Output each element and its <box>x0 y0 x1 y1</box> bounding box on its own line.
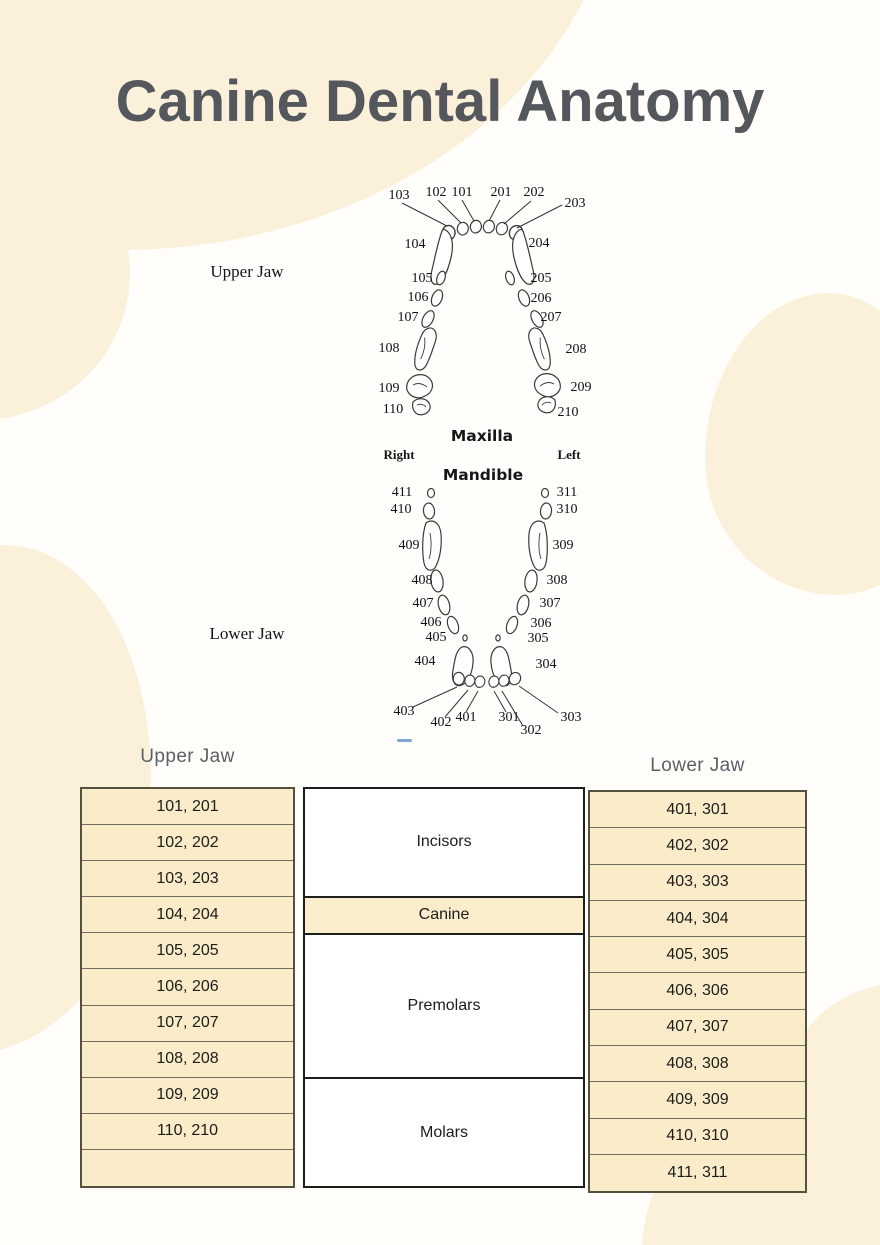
tooth-shape-107 <box>419 309 436 330</box>
tooth-shape-108 <box>413 326 437 371</box>
leader-line <box>438 200 461 223</box>
upper-jaw-cell-text: 102, 202 <box>156 833 219 851</box>
tooth-label-102: 102 <box>425 185 447 200</box>
tooth-label-407: 407 <box>412 596 434 611</box>
leader-line <box>504 201 531 224</box>
lower-jaw-cell-text: 408, 308 <box>666 1054 729 1072</box>
tooth-shape-208 <box>528 326 552 371</box>
diagram-label-right: Right <box>383 447 415 462</box>
tooth-label-208: 208 <box>565 342 587 357</box>
leader-line <box>519 686 558 713</box>
upper-jaw-row <box>82 933 293 969</box>
diagram-label-left: Left <box>557 447 581 462</box>
tooth-label-203: 203 <box>564 196 586 211</box>
upper-jaw-row <box>82 789 293 825</box>
tooth-label-306: 306 <box>530 616 552 631</box>
leader-line <box>466 691 478 712</box>
tooth-label-308: 308 <box>546 573 568 588</box>
tooth-label-408: 408 <box>411 573 433 588</box>
lower-jaw-row <box>590 1119 805 1155</box>
lower-jaw-row <box>590 828 805 864</box>
lower-jaw-diagram-label: Lower Jaw <box>209 624 285 643</box>
tooth-label-301: 301 <box>498 710 520 725</box>
tooth-label-109: 109 <box>378 381 400 396</box>
upper-jaw-table-header: Upper Jaw <box>140 746 235 767</box>
tooth-label-110: 110 <box>382 402 404 417</box>
tooth-label-210: 210 <box>557 405 579 420</box>
lower-jaw-cell-text: 411, 311 <box>667 1164 728 1182</box>
category-cell-molars <box>303 1077 585 1188</box>
tooth-label-411: 411 <box>391 485 413 500</box>
tooth-category-column <box>303 787 585 1188</box>
tooth-shape-102i <box>456 222 469 236</box>
tooth-shape-305 <box>496 635 500 641</box>
lower-jaw-row <box>590 1010 805 1046</box>
upper-jaw-row <box>82 1042 293 1078</box>
tooth-shape-407 <box>436 594 452 616</box>
upper-jaw-cell-text: 103, 203 <box>156 869 219 887</box>
tooth-shape-409 <box>423 521 442 570</box>
diagram-label-mandible: Mandible <box>442 466 524 484</box>
category-cell-incisors <box>303 787 585 898</box>
leader-line <box>489 200 500 221</box>
leader-line <box>462 200 474 221</box>
tooth-label-409: 409 <box>398 538 420 553</box>
tooth-label-410: 410 <box>390 502 412 517</box>
tooth-label-103: 103 <box>388 188 410 203</box>
lower-jaw-cell-text: 401, 301 <box>666 800 729 818</box>
upper-jaw-cell-text: 101, 201 <box>156 797 219 815</box>
tooth-label-209: 209 <box>570 380 592 395</box>
tooth-shape-205 <box>504 270 516 286</box>
lower-jaw-row <box>590 1046 805 1082</box>
category-label: Canine <box>418 906 470 924</box>
tooth-label-310: 310 <box>556 502 578 517</box>
tooth-shape-406 <box>445 615 461 635</box>
upper-jaw-row <box>82 969 293 1005</box>
lower-jaw-row <box>590 1155 805 1191</box>
tooth-label-104: 104 <box>404 237 426 252</box>
upper-jaw-row <box>82 1150 293 1186</box>
lower-jaw-table-header: Lower Jaw <box>650 755 745 776</box>
tooth-shape-210 <box>538 397 556 413</box>
upper-jaw-cell-text: 110, 210 <box>156 1122 219 1140</box>
tooth-label-101: 101 <box>451 185 473 200</box>
upper-jaw-row <box>82 1078 293 1114</box>
tooth-label-207: 207 <box>540 310 562 325</box>
tooth-label-201: 201 <box>490 185 512 200</box>
category-label: Incisors <box>416 833 472 851</box>
tooth-shape-308 <box>524 569 539 592</box>
tooth-label-304: 304 <box>535 657 557 672</box>
upper-jaw-cell-text: 105, 205 <box>156 941 219 959</box>
tooth-shape-401i <box>475 676 485 687</box>
background-blob-right-middle <box>705 293 880 595</box>
lower-jaw-cell-text: 405, 305 <box>666 945 729 963</box>
tooth-label-206: 206 <box>530 291 552 306</box>
tooth-label-406: 406 <box>420 615 442 630</box>
tooth-shape-307 <box>515 594 531 616</box>
tooth-label-204: 204 <box>528 236 550 251</box>
blue-dash-decoration <box>397 739 412 742</box>
tooth-label-309: 309 <box>552 538 574 553</box>
upper-jaw-table <box>80 787 295 1188</box>
tooth-shape-405 <box>463 635 467 641</box>
tooth-shape-109 <box>407 375 433 398</box>
tooth-shape-309 <box>529 521 548 570</box>
tooth-label-303: 303 <box>560 710 582 725</box>
upper-jaw-cell-text: 107, 207 <box>156 1014 219 1032</box>
tooth-label-311: 311 <box>556 485 578 500</box>
tooth-shape-110 <box>413 399 431 415</box>
leader-line <box>413 687 457 707</box>
tooth-label-307: 307 <box>539 596 561 611</box>
diagram-label-maxilla: Maxilla <box>450 427 514 445</box>
upper-jaw-cell-text: 104, 204 <box>156 905 219 923</box>
tooth-label-302: 302 <box>520 723 542 738</box>
tooth-shape-411 <box>428 489 435 498</box>
category-label: Premolars <box>407 997 481 1015</box>
upper-jaw-cell-text: 109, 209 <box>156 1086 219 1104</box>
lower-jaw-cell-text: 403, 303 <box>666 873 729 891</box>
page-title: Canine Dental Anatomy <box>115 69 765 134</box>
lower-jaw-cell-text: 406, 306 <box>666 982 729 1000</box>
tooth-shape-206 <box>516 288 532 308</box>
tooth-shape-306 <box>504 615 520 635</box>
leader-line <box>402 203 447 226</box>
tooth-label-108: 108 <box>378 341 400 356</box>
category-cell-canine <box>303 896 585 936</box>
tooth-label-202: 202 <box>523 185 545 200</box>
tooth-label-403: 403 <box>393 704 415 719</box>
upper-jaw-cell-text: 108, 208 <box>156 1050 219 1068</box>
lower-jaw-row <box>590 792 805 828</box>
tooth-shape-310 <box>540 502 553 519</box>
upper-jaw-row <box>82 1006 293 1042</box>
tooth-shape-209 <box>535 374 561 397</box>
tooth-label-405: 405 <box>425 630 447 645</box>
lower-jaw-row <box>590 937 805 973</box>
tooth-label-402: 402 <box>430 715 452 730</box>
tooth-shape-106 <box>429 288 445 308</box>
lower-jaw-table <box>588 790 807 1193</box>
upper-jaw-row <box>82 825 293 861</box>
tooth-shape-311 <box>542 489 549 498</box>
upper-jaw-diagram-label: Upper Jaw <box>210 262 284 281</box>
tooth-shape-410 <box>423 502 436 519</box>
upper-jaw-row <box>82 1114 293 1150</box>
tooth-label-205: 205 <box>530 271 552 286</box>
tooth-label-107: 107 <box>397 310 419 325</box>
lower-jaw-cell-text: 410, 310 <box>666 1127 729 1145</box>
upper-jaw-row <box>82 897 293 933</box>
lower-jaw-row <box>590 1082 805 1118</box>
tooth-label-401: 401 <box>455 710 477 725</box>
dental-diagram <box>360 170 625 750</box>
lower-jaw-cell-text: 402, 302 <box>666 836 729 854</box>
tooth-label-105: 105 <box>411 271 433 286</box>
leader-line <box>517 205 562 228</box>
tooth-shape-201i <box>483 220 495 233</box>
tooth-label-305: 305 <box>527 631 549 646</box>
lower-jaw-row <box>590 865 805 901</box>
tooth-shape-202i <box>495 221 508 235</box>
tooth-label-404: 404 <box>414 654 436 669</box>
tooth-label-106: 106 <box>407 290 429 305</box>
category-label: Molars <box>419 1123 468 1141</box>
category-cell-premolars <box>303 933 585 1079</box>
lower-jaw-cell-text: 407, 307 <box>666 1018 729 1036</box>
tooth-shape-301i <box>488 676 499 688</box>
upper-jaw-cell-text: 106, 206 <box>156 978 219 996</box>
upper-jaw-row <box>82 861 293 897</box>
lower-jaw-cell-text: 404, 304 <box>666 909 729 927</box>
lower-jaw-cell-text: 409, 309 <box>666 1091 729 1109</box>
lower-jaw-row <box>590 901 805 937</box>
tooth-shape-101i <box>470 220 481 233</box>
lower-jaw-row <box>590 973 805 1009</box>
